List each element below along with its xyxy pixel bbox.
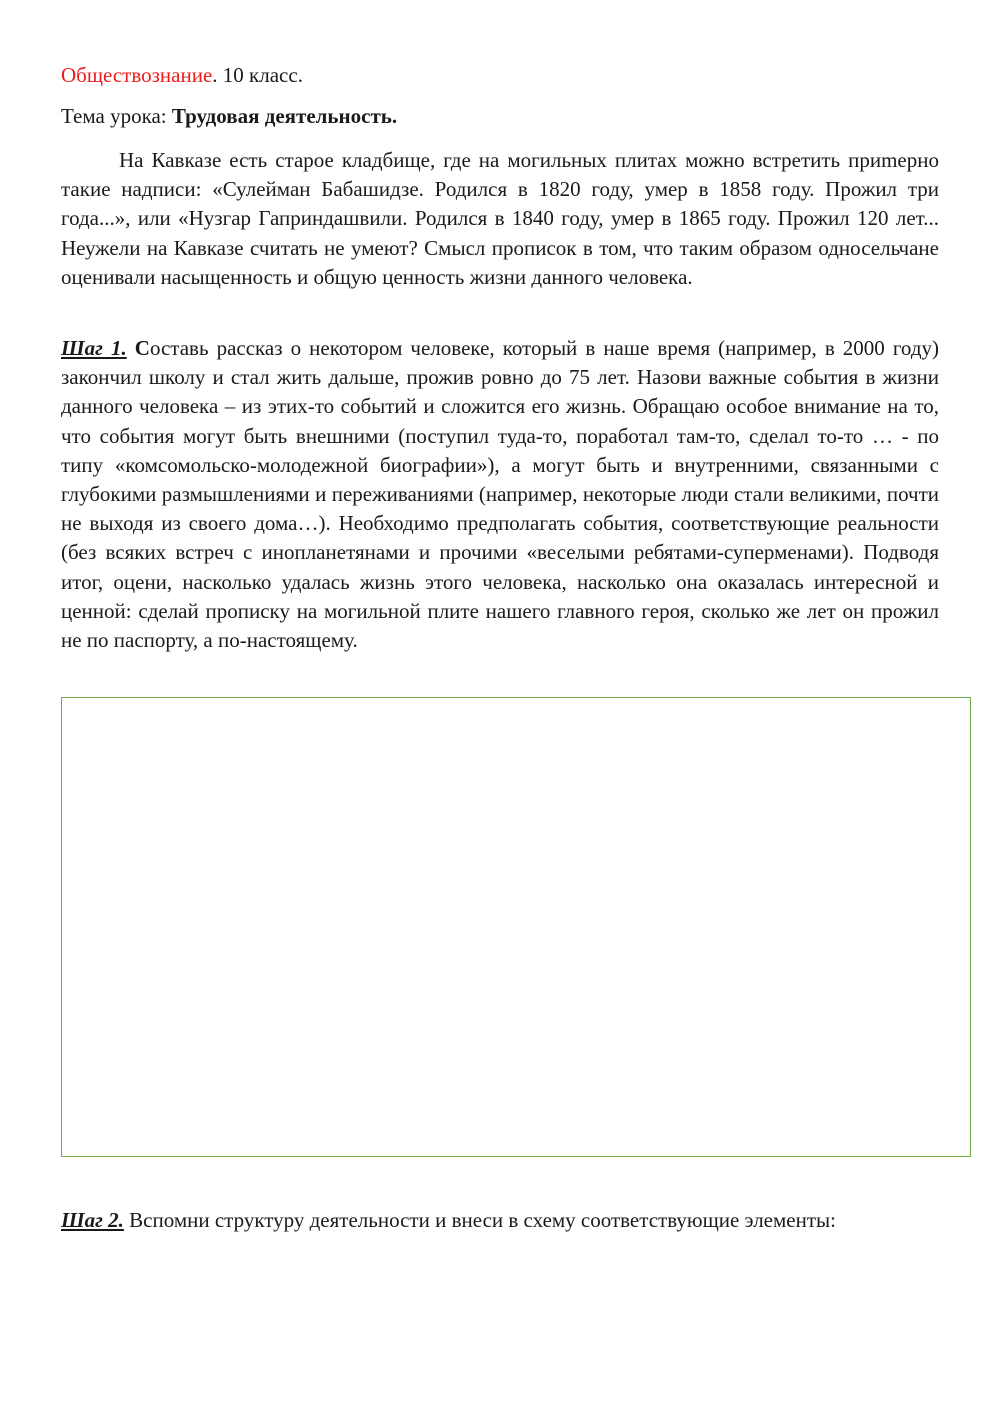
- step1-text: оставь рассказ о некотором человеке, который в наше время (например, в 2000 году) закончил школу и стал жить дальше, прожив ровно до 75 лет. Назови важные события в жизни данного человека – из этих-то событий и сложится его жизнь. Обращаю особое внимание на то, что события могут быть внешними (поступил туда-то, поработал там-то, сделал то-то … - по типу «комсомольско-молодежной биографии»), а могут быть и внутренними, связанными с глубокими размышлениями и переживаниями (например, некоторые люди стали великими, почти не выходя из своего дома…). Необходимо предполагать события, соответствующие реальности (без всяких встреч с инопланетянами и прочими «веселыми ребятами-суперменами). Подводя итог, оцени, насколько удалась жизнь этого человека, насколько она оказалась интересной и ценной: сделай прописку на могильной плите нашего главного героя, сколько же лет он прожил не по паспорту, а по-настоящему.: [61, 336, 940, 653]
- answer-text-box[interactable]: [61, 697, 971, 1157]
- subject-name: Обществознание: [61, 63, 213, 87]
- step2-label: Шаг 2.: [61, 1208, 124, 1232]
- topic-label: Тема урока:: [61, 104, 172, 128]
- step2-paragraph: [61, 1206, 836, 1235]
- step1-paragraph: [61, 334, 939, 655]
- step1-label: Шаг 1.: [61, 336, 127, 360]
- intro-paragraph: На Кавказе есть старое кладбище, где на могильных плитах можно встретить приmерно такие надписи: «Сулейман Бабашидзе. Родился в 1820 году, умер в 1858 году. Прожил три года...», или «Нузгар Гаприндашвили. Родился в 1840 году, умер в 1865 году. Прожил 120 лет... Неужели на Кавказе считать не умеют? Смысл прописок в том, что таким образом односельчане оценивали насыщенность и общую ценность жизни данного человека.: [61, 148, 939, 289]
- step2-text: Вспомни структуру деятельности и внеси в схему соответствующие элементы:: [123, 1208, 836, 1232]
- topic-title: Трудовая деятельность.: [171, 104, 398, 128]
- step1-first-letter: С: [134, 336, 150, 360]
- grade-label: . 10 класс.: [212, 63, 303, 87]
- lesson-topic-line: [61, 102, 397, 130]
- subject-line: [61, 61, 303, 89]
